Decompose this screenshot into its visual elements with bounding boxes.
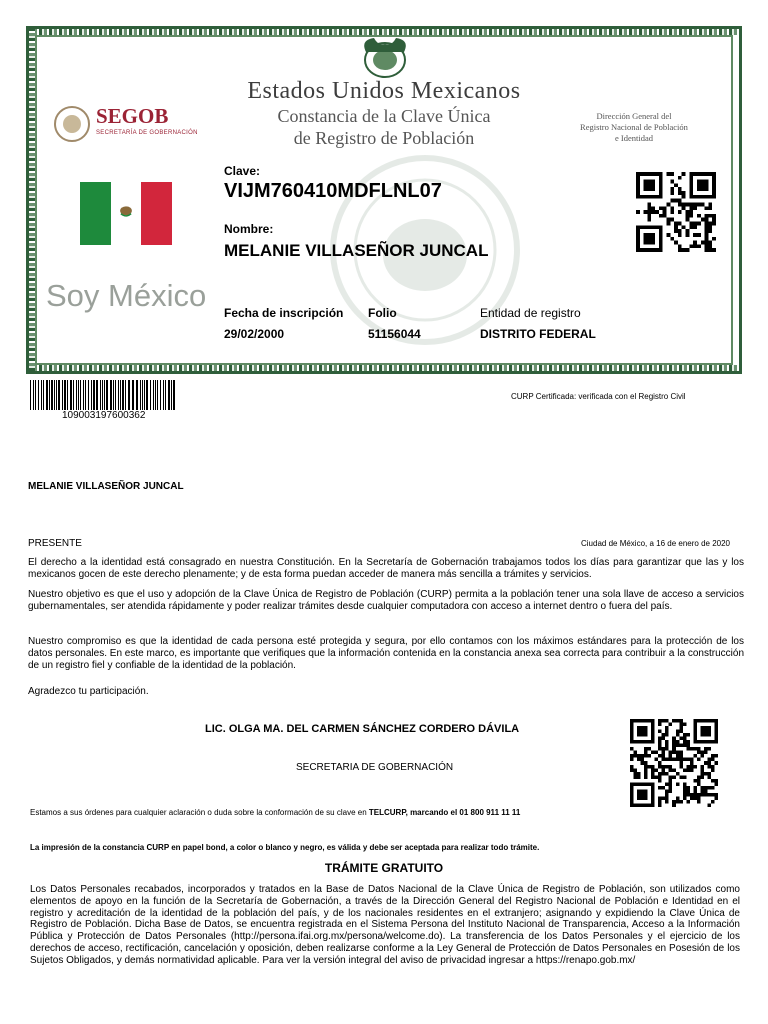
contact-line xyxy=(30,808,520,817)
clave-value: VIJM760410MDFLNL07 xyxy=(224,180,442,202)
barcode-number: 109003197600362 xyxy=(62,410,146,421)
slogan: Soy México xyxy=(46,278,207,313)
free-procedure: TRÁMITE GRATUITO xyxy=(324,861,444,875)
coat-of-arms-icon xyxy=(356,34,414,80)
segob-subtitle: SECRETARÍA DE GOBERNACIÓN xyxy=(96,130,198,136)
fecha-label: Fecha de inscripción xyxy=(224,306,344,320)
department-name xyxy=(548,111,720,144)
place-date: Ciudad de México, a 16 de enero de 2020 xyxy=(581,539,730,548)
entidad-value: DISTRITO FEDERAL xyxy=(480,327,596,341)
border-pattern-bottom xyxy=(29,365,739,371)
country-title: Estados Unidos Mexicanos xyxy=(247,78,521,104)
contact-text: Estamos a sus órdenes para cualquier aclaración o duda sobre la conformación de su clave en xyxy=(30,808,367,817)
dept-line: e Identidad xyxy=(615,133,653,143)
fecha-value: 29/02/2000 xyxy=(224,327,285,341)
barcode-icon xyxy=(30,380,178,410)
signer-name: LIC. OLGA MA. DEL CARMEN SÁNCHEZ CORDERO DÁVILA xyxy=(205,723,520,735)
dept-line: Registro Nacional de Población xyxy=(580,122,688,132)
folio-value: 51156044 xyxy=(368,327,421,341)
qr-code-icon xyxy=(630,718,718,808)
paragraph-2: Nuestro objetivo es que el uso y adopción de la Clave Única de Registro de Población (CURP) permita a la población tener una sola llave de acceso a servicios gubernamentales, ser atendida rápidamente y poder realizar trámites desde cualquier computadora con acceso a internet dentro o fuera del país. xyxy=(28,589,744,612)
signer-role: SECRETARIA DE GOBERNACIÓN xyxy=(296,762,454,773)
segob-seal-icon xyxy=(52,104,92,144)
doc-title-line1: Constancia de la Clave Única xyxy=(277,106,491,126)
folio-label: Folio xyxy=(368,306,397,320)
presente: PRESENTE xyxy=(28,538,82,549)
nombre-label: Nombre: xyxy=(224,222,274,236)
validity-note: La impresión de la constancia CURP en papel bond, a color o blanco y negro, es válida y debe ser aceptada para realizar todo trámite. xyxy=(30,843,540,852)
clave-label: Clave: xyxy=(224,164,261,178)
nombre-value: MELANIE VILLASEÑOR JUNCAL xyxy=(224,241,489,260)
mexico-flag-icon xyxy=(80,182,172,245)
segob-logo: SEGOB xyxy=(96,104,169,128)
qr-code-icon xyxy=(636,172,716,252)
addressee: MELANIE VILLASEÑOR JUNCAL xyxy=(28,481,184,492)
paragraph-3: Nuestro compromiso es que la identidad de cada persona esté protegida y segura, por ello contamos con los máximos estándares para la protección de los datos personales. En este marco, es importante que verifiques que la información contenida en la constancia anexa sea correcta para contribuir a la construcción de un registro fiel y confiable de la identidad de la población. xyxy=(28,636,744,671)
telcurp-phone: TELCURP, marcando el 01 800 911 11 11 xyxy=(368,808,521,817)
entidad-label: Entidad de registro xyxy=(480,306,581,320)
paragraph-1: El derecho a la identidad está consagrado en nuestra Constitución. En la Secretaría de Gobernación trabajamos todos los días para garantizar que las y los mexicanos gocen de este derecho plenamente; y de esta forma puedan acceder de manera más sencilla a trámites y servicios. xyxy=(28,557,744,580)
dept-line: Dirección General del xyxy=(596,111,672,121)
thanks: Agradezco tu participación. xyxy=(28,686,149,697)
privacy-notice: Los Datos Personales recabados, incorporados y tratados en la Base de Datos Nacional de la Clave Única de Registro de Población, son utilizados como elementos de apoyo en la función de la Secretaría de Gobernación, a través de la Dirección General del Registro Nacional de Población e Identidad en el registro y acreditación de la identidad de la población del país, y de los nacionales residentes en el extranjero; asignando y expidiendo la Clave Única de Registro de Población. Dicha Base de Datos, se encuentra registrada en el Sistema Persona del Instituto Nacional de Transparencia, Acceso a la Información Pública y Protección de Datos Personales (http://persona.ifai.org.mx/persona/welcome.do). La transferencia de los Datos Personales y el ejercicio de los derechos de acceso, rectificación, cancelación y oposición, deben realizarse conforme a la Ley General de Protección de Datos Personales en Posesión de los Sujetos Obligados, y demás normatividad aplicable. Para ver la versión integral del aviso de privacidad ingresar a https://renapo.gob.mx/ xyxy=(30,884,740,966)
doc-title-line2: de Registro de Población xyxy=(293,128,475,148)
certified-note: CURP Certificada: verificada con el Registro Civil xyxy=(511,392,686,401)
